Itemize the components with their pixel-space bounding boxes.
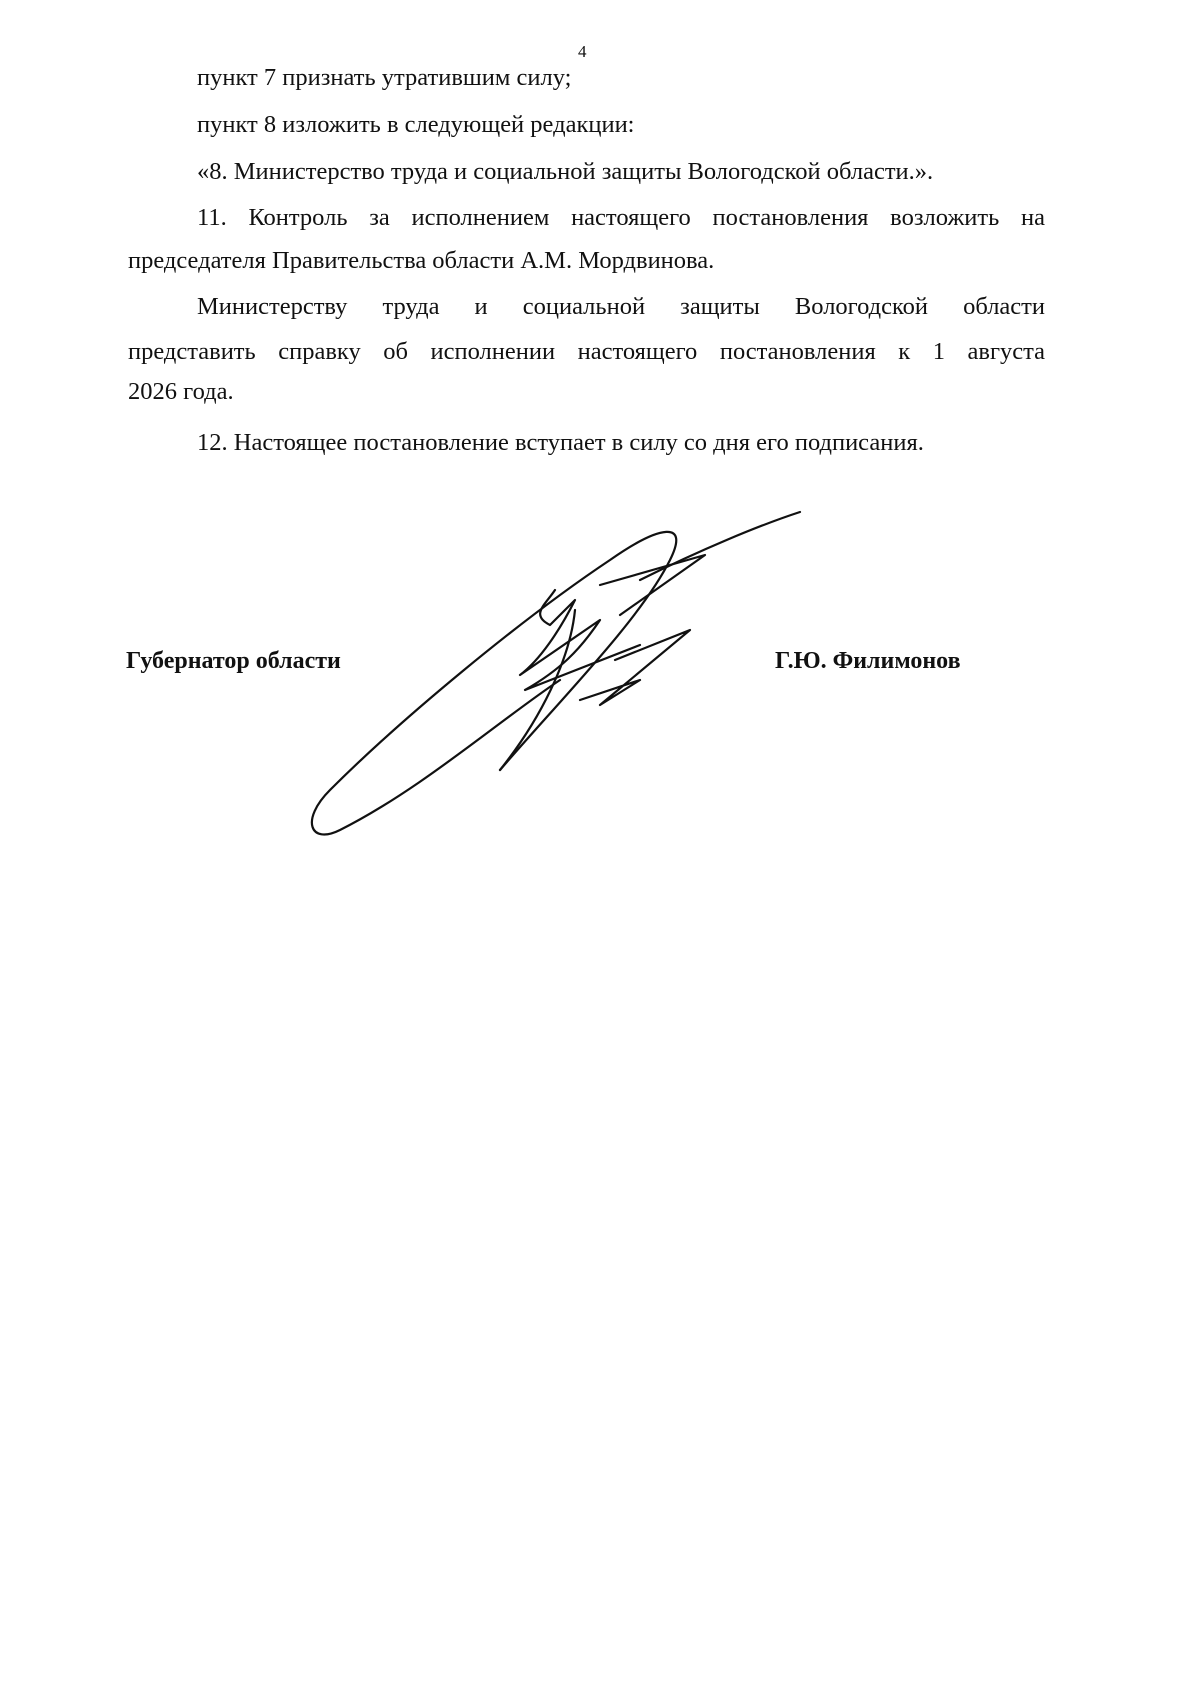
paragraph-line: 12. Настоящее постановление вступает в силу со дня его подписания. — [197, 429, 924, 456]
paragraph-line: Министерству труда и социальной защиты Вологодской области — [197, 293, 1045, 320]
page-number: 4 — [578, 42, 587, 61]
paragraph-line: 2026 года. — [128, 378, 234, 405]
paragraph-line: пункт 7 признать утратившим силу; — [197, 64, 572, 91]
paragraph-line: председателя Правительства области А.М. Мордвинова. — [128, 247, 715, 274]
signatory-name: Г.Ю. Филимонов — [775, 648, 961, 674]
paragraph-line: представить справку об исполнении настоящего постановления к 1 августа — [128, 338, 1045, 365]
paragraph-line: 11. Контроль за исполнением настоящего постановления возложить на — [197, 204, 1045, 231]
paragraph-line: пункт 8 изложить в следующей редакции: — [197, 111, 635, 138]
paragraph-line: «8. Министерство труда и социальной защиты Вологодской области.». — [197, 158, 934, 185]
signatory-position: Губернатор области — [126, 648, 341, 674]
